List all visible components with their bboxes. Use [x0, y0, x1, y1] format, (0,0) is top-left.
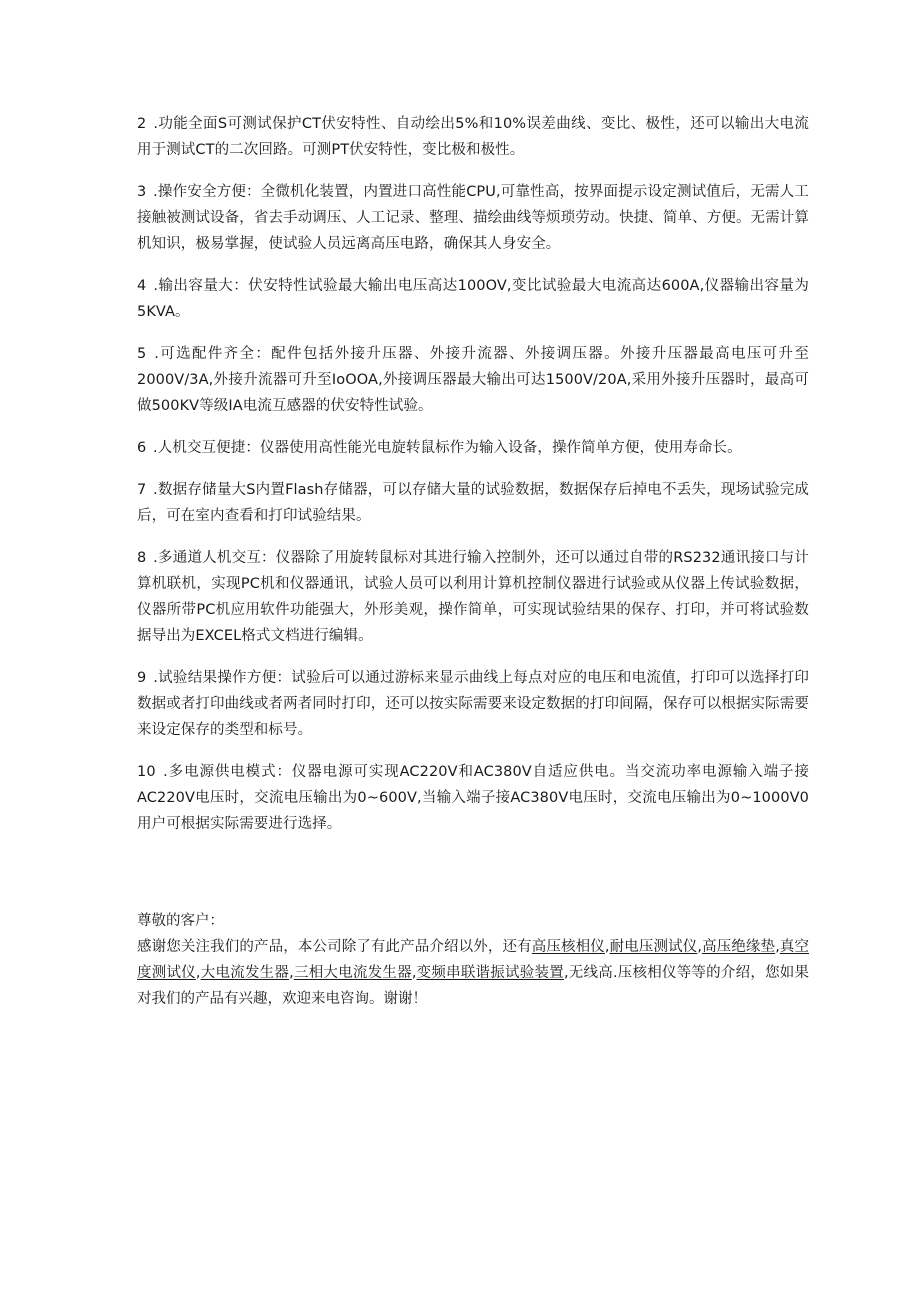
feature-number: 8: [137, 550, 147, 566]
feature-item-7: [137, 477, 809, 529]
feature-text: .多电源供电模式：仪器电源可实现AC220V和AC380V自适应供电。当交流功率电源输入端子接AC220V电压时，交流电压输出为0~600V,当输入端子接AC380V电压时，交流电压输出为0~1000V0用户可根据实际需要进行选择。: [137, 764, 809, 832]
feature-number: 10: [137, 764, 156, 780]
feature-item-10: [137, 759, 809, 837]
feature-item-9: [137, 665, 809, 743]
feature-text: .试验结果操作方便：试验后可以通过游标来显示曲线上每点对应的电压和电流值，打印可以选择打印数据或者打印曲线或者两者同时打印，还可以按实际需要来设定数据的打印间隔，保存可以根据实际需要来设定保存的类型和标号。: [137, 670, 809, 738]
feature-item-2: [137, 111, 809, 163]
feature-item-3: [137, 179, 809, 257]
separator: ,: [195, 965, 201, 981]
link-high-current-generator[interactable]: 大电流发生器: [200, 965, 290, 981]
feature-number: 2: [137, 116, 147, 132]
link-vacuum-tester[interactable]: 真空度测试仪: [137, 939, 810, 981]
separator: ,: [411, 965, 417, 981]
link-withstand-voltage-tester[interactable]: 耐电压测试仪: [609, 939, 698, 955]
link-three-phase-current-generator[interactable]: 三相大电流发生器: [293, 965, 412, 981]
closing-paragraph: [137, 934, 809, 1012]
feature-text: .数据存储量大S内置Flash存储器，可以存储大量的试验数据，数据保存后掉电不丢失，现场试验完成后，可在室内查看和打印试验结果。: [137, 482, 809, 524]
feature-number: 4: [137, 278, 147, 294]
feature-item-8: [137, 545, 809, 649]
feature-number: 9: [137, 670, 147, 686]
closing-intro: 感谢您关注我们的产品，本公司除了有此产品介绍以外，还有: [137, 939, 532, 955]
separator: ,: [775, 939, 780, 955]
feature-item-4: [137, 273, 809, 325]
feature-text: .多通道人机交互：仪器除了用旋转鼠标对其进行输入控制外，还可以通过自带的RS232通讯接口与计算机联机，实现PC机和仪器通讯，试验人员可以利用计算机控制仪器进行试验或从仪器上传试验数据，仪器所带PC机应用软件功能强大，外形美观，操作简单，可实现试验结果的保存、打印，并可将试验数据导出为EXCEL格式文档进行编辑。: [137, 550, 809, 644]
feature-number: 6: [137, 440, 147, 456]
feature-text: .输出容量大：伏安特性试验最大输出电压高达100OV,变比试验最大电流高达600A,仪器输出容量为5KVA。: [137, 278, 809, 320]
link-high-voltage-phase-checker[interactable]: 高压核相仪: [531, 939, 605, 955]
separator: ,: [697, 939, 702, 955]
closing-note: [137, 908, 809, 1012]
feature-number: 7: [137, 482, 147, 498]
link-resonance-test-device[interactable]: 变频串联谐振试验装置: [416, 965, 564, 981]
feature-text: .可选配件齐全：配件包括外接升压器、外接升流器、外接调压器。外接升压器最高电压可升至2000V/3A,外接升流器可升至IoOOA,外接调压器最大输出可达1500V/20A,采用外接升压器时，最高可做500KV等级IA电流互感器的伏安特性试验。: [137, 346, 809, 414]
feature-text: .人机交互便捷：仪器使用高性能光电旋转鼠标作为输入设备，操作简单方便，使用寿命长。: [153, 440, 742, 456]
feature-item-5: [137, 341, 809, 419]
separator: ,: [289, 965, 294, 981]
feature-item-6: [137, 435, 809, 461]
feature-number: 5: [137, 346, 147, 362]
feature-number: 3: [137, 184, 147, 200]
separator: ,: [563, 965, 569, 981]
greeting: 尊敬的客户：: [137, 913, 224, 929]
feature-list: [137, 111, 809, 853]
link-insulating-mat[interactable]: 高压绝缘垫: [701, 939, 776, 955]
closing-tail: 无线高.压核相仪等等的介绍，您如果对我们的产品有兴趣，欢迎来电咨询。谢谢！: [137, 965, 810, 1007]
feature-text: .操作安全方便：全微机化装置，内置进口高性能CPU,可靠性高，按界面提示设定测试值后，无需人工接触被测试设备，省去手动调压、人工记录、整理、描绘曲线等烦琐劳动。快捷、简单、方便。无需计算机知识，极易掌握，使试验人员远离高压电路，确保其人身安全。: [137, 184, 809, 252]
separator: ,: [604, 939, 610, 955]
feature-text: .功能全面S可测试保护CT伏安特性、自动绘出5%和10%误差曲线、变比、极性，还可以输出大电流用于测试CT的二次回路。可测PT伏安特性，变比极和极性。: [137, 116, 809, 158]
